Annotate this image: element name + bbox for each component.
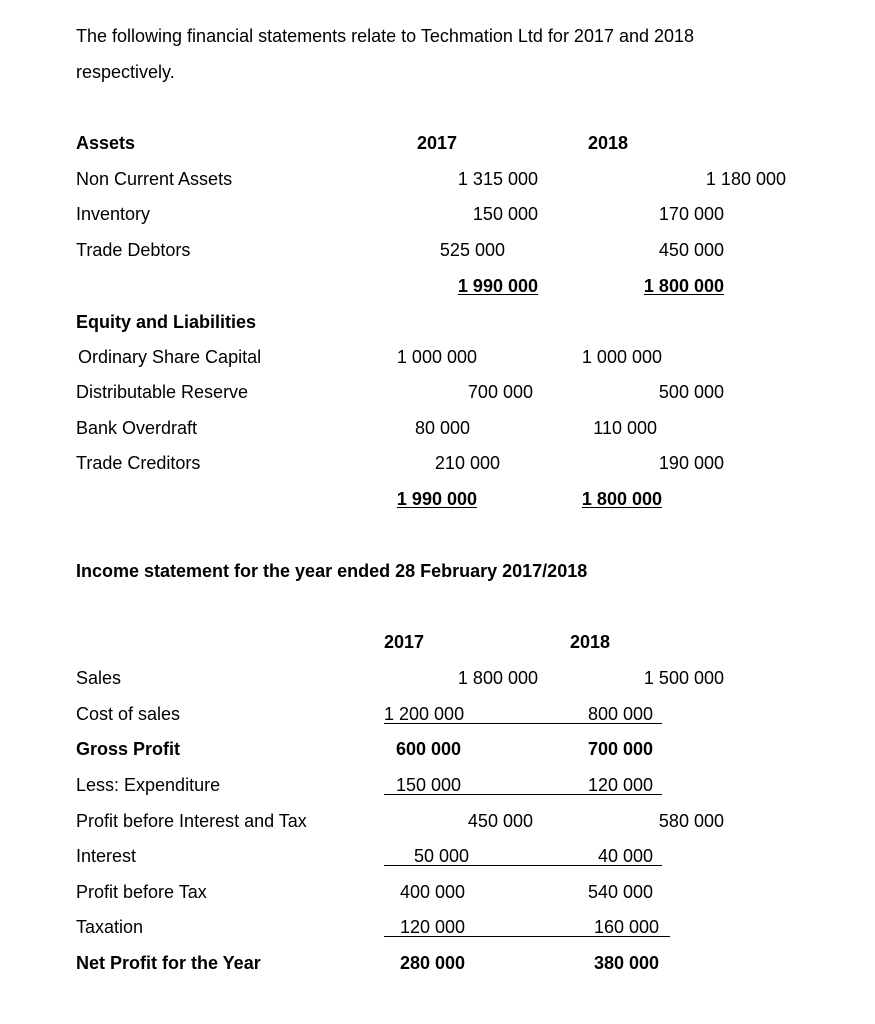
is-value-2018: 160 000 (594, 917, 660, 937)
income-statement-title: Income statement for the year ended 28 February 2017/2018 (76, 561, 588, 581)
is-label-taxation: Taxation (76, 917, 144, 937)
is-value-2017: 600 000 (396, 739, 462, 759)
equity-label-distributable-reserve: Distributable Reserve (76, 382, 249, 402)
equity-value-2018: 190 000 (658, 453, 724, 473)
asset-value-2018: 450 000 (658, 240, 724, 260)
equity-value-2017: 700 000 (467, 382, 533, 402)
assets-total-2018: 1 800 000 (643, 276, 724, 296)
equity-total-2018: 1 800 000 (581, 489, 662, 509)
taxation-underline (384, 936, 670, 937)
is-value-2017: 50 000 (414, 846, 470, 866)
asset-value-2017: 150 000 (472, 204, 538, 224)
equity-total-2017: 1 990 000 (396, 489, 477, 509)
is-value-2018: 40 000 (598, 846, 654, 866)
is-value-2017: 450 000 (467, 811, 533, 831)
equity-value-2018: 110 000 (593, 418, 657, 438)
equity-value-2018: 1 000 000 (581, 347, 662, 367)
intro-line-1: The following financial statements relate to Techmation Ltd for 2017 and 2018 (76, 26, 695, 46)
equity-heading: Equity and Liabilities (76, 312, 257, 332)
is-label-profit-before-tax: Profit before Tax (76, 882, 207, 902)
is-value-2018: 120 000 (588, 775, 654, 795)
is-label-net-profit: Net Profit for the Year (76, 953, 261, 973)
is-value-2018: 800 000 (588, 704, 654, 724)
is-year-2018-header: 2018 (570, 632, 611, 652)
intro-line-2: respectively. (76, 62, 175, 82)
asset-label-non-current: Non Current Assets (76, 169, 233, 189)
equity-value-2017: 210 000 (434, 453, 500, 473)
bs-year-2017-header: 2017 (417, 133, 458, 153)
is-label-expenditure: Less: Expenditure (76, 775, 221, 795)
equity-label-share-capital: Ordinary Share Capital (78, 347, 262, 367)
equity-label-trade-creditors: Trade Creditors (76, 453, 201, 473)
is-value-2017: 120 000 (400, 917, 466, 937)
is-value-2017: 280 000 (400, 953, 466, 973)
bs-year-2018-header: 2018 (588, 133, 629, 153)
asset-label-inventory: Inventory (76, 204, 151, 224)
equity-label-bank-overdraft: Bank Overdraft (76, 418, 198, 438)
is-value-2017: 1 800 000 (457, 668, 538, 688)
equity-value-2018: 500 000 (658, 382, 724, 402)
is-value-2018: 700 000 (588, 739, 654, 759)
expenditure-underline (384, 794, 662, 795)
assets-total-2017: 1 990 000 (457, 276, 538, 296)
is-value-2018: 540 000 (588, 882, 654, 902)
asset-value-2017: 525 000 (439, 240, 505, 260)
is-value-2018: 580 000 (658, 811, 724, 831)
asset-value-2018: 1 180 000 (705, 169, 786, 189)
interest-underline (384, 865, 662, 866)
equity-value-2017: 80 000 (414, 418, 470, 438)
is-value-2018: 380 000 (594, 953, 660, 973)
is-value-2017: 1 200 000 (384, 704, 465, 724)
is-label-interest: Interest (76, 846, 137, 866)
is-value-2017: 150 000 (396, 775, 462, 795)
is-label-gross-profit: Gross Profit (76, 739, 181, 759)
assets-heading: Assets (76, 133, 136, 153)
cost-of-sales-underline (384, 723, 662, 724)
asset-value-2018: 170 000 (658, 204, 724, 224)
is-label-pbit: Profit before Interest and Tax (76, 811, 307, 831)
asset-value-2017: 1 315 000 (457, 169, 538, 189)
is-year-2017-header: 2017 (384, 632, 425, 652)
is-label-cost-of-sales: Cost of sales (76, 704, 181, 724)
is-label-sales: Sales (76, 668, 122, 688)
asset-label-trade-debtors: Trade Debtors (76, 240, 191, 260)
is-value-2018: 1 500 000 (643, 668, 724, 688)
is-value-2017: 400 000 (400, 882, 466, 902)
equity-value-2017: 1 000 000 (396, 347, 477, 367)
